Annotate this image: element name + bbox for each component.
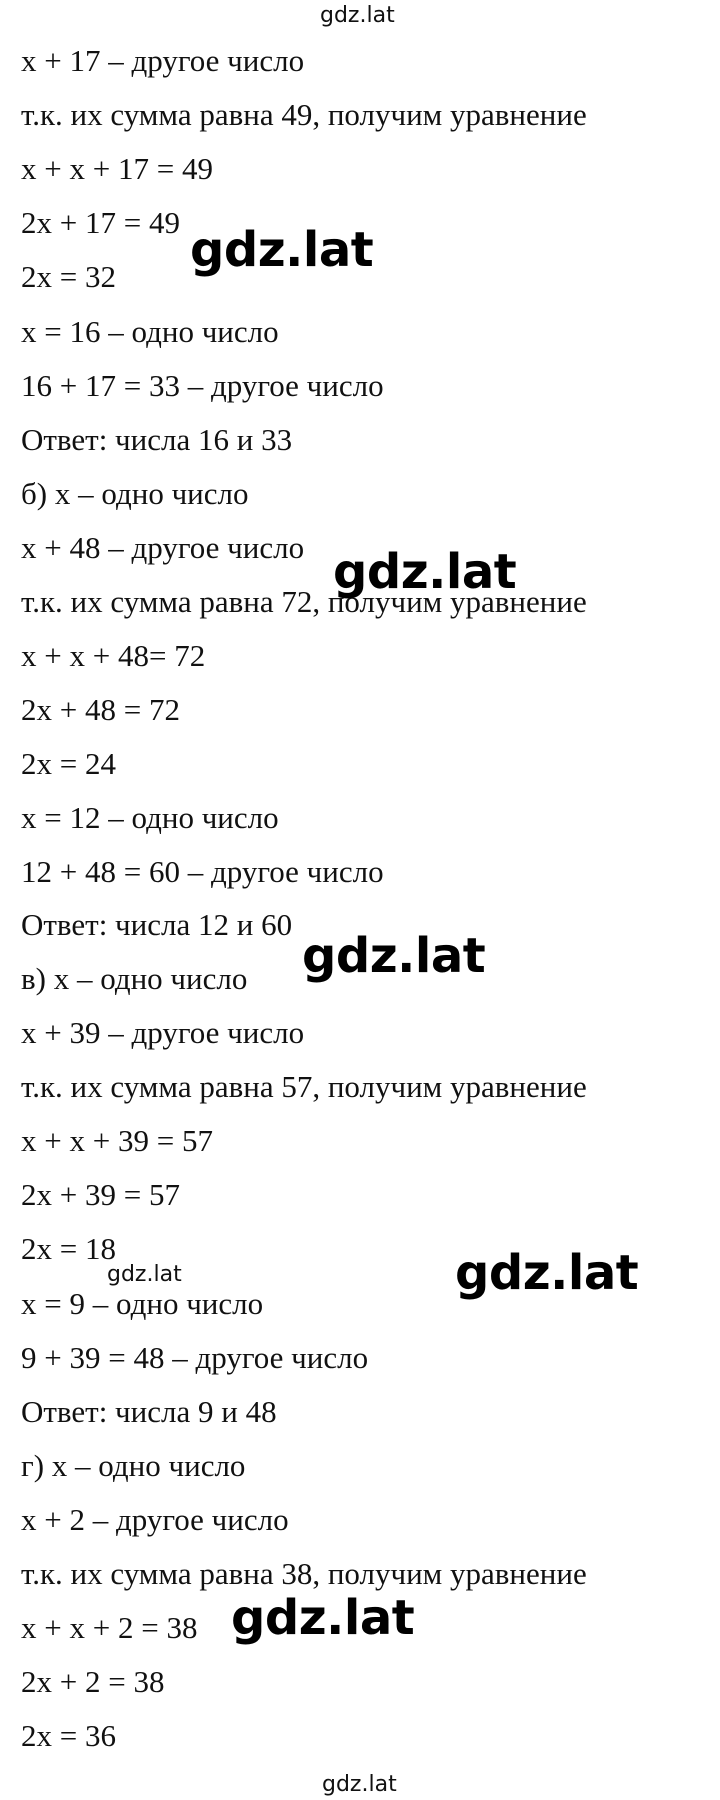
answer-line: Ответ: числа 9 и 48 [21, 1394, 277, 1429]
solution-line: 2x + 2 = 38 [21, 1664, 165, 1699]
solution-line: 2x = 24 [21, 746, 116, 781]
solution-line: 2x = 18 [21, 1231, 116, 1266]
section-heading: г) x – одно число [21, 1448, 246, 1483]
answer-line: Ответ: числа 12 и 60 [21, 907, 293, 942]
section-heading: б) x – одно число [21, 476, 249, 511]
solution-line: x = 12 – одно число [21, 800, 279, 835]
watermark-top: gdz.lat [320, 3, 395, 28]
solution-line: x + 48 – другое число [21, 530, 305, 565]
watermark-large: gdz.lat [302, 928, 486, 984]
solution-line: 2x = 32 [21, 259, 116, 294]
solution-line: x + x + 2 = 38 [21, 1610, 198, 1645]
solution-line: т.к. их сумма равна 57, получим уравнение [21, 1069, 587, 1104]
solution-line: 16 + 17 = 33 – другое число [21, 368, 384, 403]
solution-line: x + x + 39 = 57 [21, 1123, 213, 1158]
solution-line: т.к. их сумма равна 38, получим уравнение [21, 1556, 587, 1591]
watermark-large: gdz.lat [190, 222, 374, 278]
watermark-small: gdz.lat [107, 1262, 182, 1287]
solution-line: 2x + 39 = 57 [21, 1177, 180, 1212]
solution-line: 9 + 39 = 48 – другое число [21, 1340, 369, 1375]
solution-line: x = 16 – одно число [21, 314, 279, 349]
watermark-large: gdz.lat [455, 1245, 639, 1301]
solution-line: т.к. их сумма равна 72, получим уравнение [21, 584, 587, 619]
solution-line: т.к. их сумма равна 49, получим уравнение [21, 97, 587, 132]
solution-line: x + x + 48= 72 [21, 638, 206, 673]
section-heading: в) x – одно число [21, 961, 248, 996]
solution-line: x + 17 – другое число [21, 43, 305, 78]
watermark-large: gdz.lat [231, 1590, 415, 1646]
solution-line: x + 2 – другое число [21, 1502, 289, 1537]
watermark-bottom: gdz.lat [322, 1772, 397, 1797]
solution-line: x + 39 – другое число [21, 1015, 305, 1050]
solution-line: 2x + 17 = 49 [21, 205, 180, 240]
answer-line: Ответ: числа 16 и 33 [21, 422, 293, 457]
solution-line: x + x + 17 = 49 [21, 151, 213, 186]
solution-line: 2x = 36 [21, 1718, 116, 1753]
watermark-large: gdz.lat [333, 544, 517, 600]
solution-line: x = 9 – одно число [21, 1286, 264, 1321]
solution-line: 2x + 48 = 72 [21, 692, 180, 727]
solution-line: 12 + 48 = 60 – другое число [21, 854, 384, 889]
